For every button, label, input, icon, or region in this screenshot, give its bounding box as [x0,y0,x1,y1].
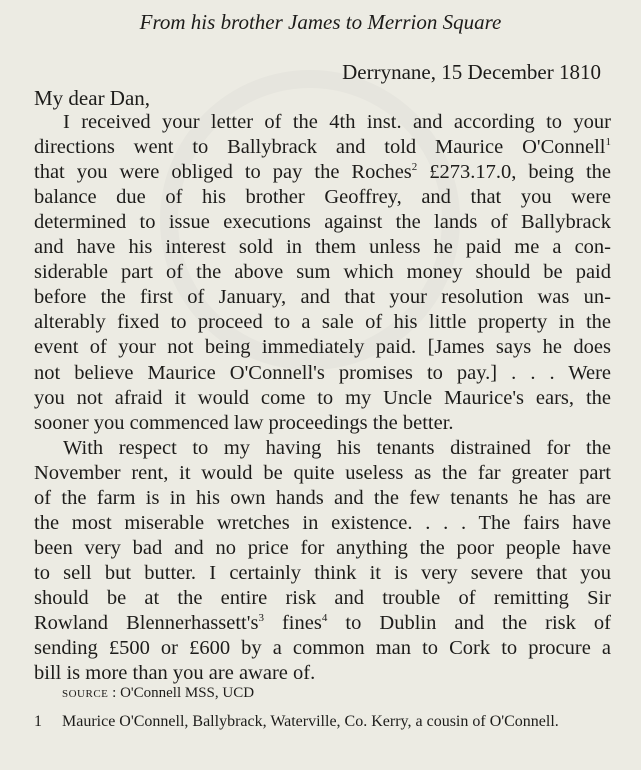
body-text: should be at the entire risk and trouble of remitting Sir [34,586,611,609]
body-text: bill is more than you are aware of. [34,662,316,685]
body-text: With respect to my having his tenants distrained for the [63,436,611,459]
body-text: fines [263,612,322,634]
body-line [34,436,611,461]
body-line [34,536,611,561]
body-line [34,160,611,185]
body-text: the most miserable wretches in existence. . . . The fairs have [34,511,611,534]
body-text: siderable part of the above sum which money should be paid [34,261,611,284]
footnote-marker: 3 [258,612,264,625]
footnote-text: Maurice O'Connell, Ballybrack, Waterville, Co. Kerry, a cousin of O'Connell. [62,713,559,730]
source-text: O'Connell MSS, UCD [120,685,255,701]
body-line [34,210,611,235]
body-line [34,335,611,360]
body-line [34,611,611,636]
letter-salutation: My dear Dan, [34,86,151,110]
footnote-number: 1 [34,713,42,730]
body-line [34,285,611,310]
source-note [62,682,254,704]
footnote-marker: 1 [605,136,611,149]
body-text: event of your not being immediately paid. [James says he does [34,336,611,359]
body-text: you not afraid it would come to my Uncle Maurice's ears, the [34,386,611,409]
body-line [34,561,611,586]
body-line [34,461,611,486]
letter-dateline: Derrynane, 15 December 1810 [342,60,601,84]
body-text: sending £500 or £600 by a common man to Cork to procure a [34,637,611,660]
body-line [34,260,611,285]
footnote-marker: 2 [411,161,418,174]
body-line [34,411,611,436]
footnote-marker: 4 [321,612,328,625]
body-text: November rent, it would be quite useless as the far greater part [34,461,611,484]
body-text: alterably fixed to proceed to a sale of his little property in the [34,311,611,334]
body-text: to Dublin and the risk of [327,612,611,634]
body-text: determined to issue executions against the lands of Ballybrack [34,211,611,234]
body-line [34,310,611,335]
body-text: not believe Maurice O'Connell's promises to pay.] . . . Were [34,361,611,384]
source-separator: : [108,685,121,701]
source-label: source [62,685,109,701]
body-line [34,235,611,260]
body-line [34,110,611,135]
body-line [34,386,611,411]
body-text: to sell but butter. I certainly think it is very severe that you [34,561,611,584]
footnote-1 [34,710,611,733]
letter-heading: From his brother James to Merrion Square [139,10,502,34]
body-text: been very bad and no price for anything the poor people have [34,536,611,559]
body-text: that you were obliged to pay the Roches [34,161,412,184]
body-text: of the farm is in his own hands and the few tenants he has are [34,486,611,509]
body-text: £273.17.0, being the [417,161,612,184]
body-line [34,135,611,160]
body-text: balance due of his brother Geoffrey, and that you were [34,186,611,209]
body-line [34,361,611,386]
body-line [34,185,611,210]
body-line [34,511,611,536]
body-text: and have his interest sold in them unless he paid me a con- [34,236,611,259]
body-text: Rowland Blennerhassett's [34,612,259,634]
body-line [34,636,611,661]
body-line [34,586,611,611]
body-text: before the first of January, and that your resolution was un- [34,286,611,309]
body-line [34,486,611,511]
body-text: I received your letter of the 4th inst. and according to your [63,111,611,133]
body-text: directions went to Ballybrack and told Maurice O'Connell [34,136,606,159]
body-text: sooner you commenced law proceedings the better. [34,411,454,434]
